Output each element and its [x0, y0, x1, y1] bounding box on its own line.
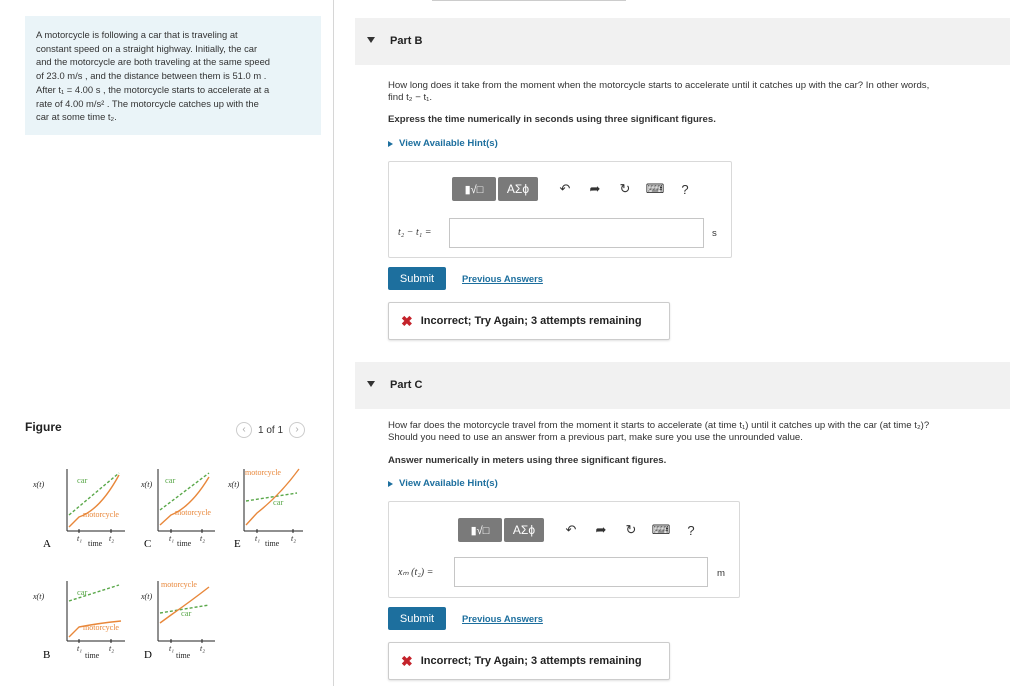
- graph-d: [140, 580, 215, 661]
- problem-line: of 23.0 m/s , and the distance between them is 51.0 m .: [36, 70, 267, 82]
- graph-d-x-label: time: [176, 651, 191, 660]
- graph-e-x-label: time: [265, 539, 280, 548]
- graph-b-motorcycle-label: motorcycle: [83, 623, 119, 632]
- part-b-header[interactable]: [355, 18, 1010, 65]
- graph-d-letter: D: [144, 649, 152, 661]
- graph-b-letter: B: [43, 649, 51, 661]
- pager-label: 1 of 1: [258, 424, 284, 436]
- problem-line: rate of 4.00 m/s² . The motorcycle catches up with the: [36, 97, 259, 109]
- graph-e-y-label: x(t): [228, 480, 240, 489]
- graph-b-t1: t₁: [77, 644, 83, 653]
- keyboard-icon[interactable]: ⌨: [645, 181, 665, 196]
- graph-a-x-label: time: [88, 539, 103, 548]
- next-figure-button[interactable]: ›: [289, 422, 305, 438]
- part-b-hint-link[interactable]: [388, 138, 498, 149]
- part-c-instructions: Answer numerically in meters using three significant figures.: [388, 455, 667, 466]
- part-c-answer-input[interactable]: [454, 557, 708, 587]
- part-c-feedback: [388, 642, 670, 680]
- graph-b-car-label: car: [77, 587, 88, 597]
- collapse-triangle-icon: [367, 381, 375, 387]
- graph-b-x-label: time: [85, 651, 100, 660]
- part-c-question-line1: How far does the motorcycle travel from the moment it starts to accelerate (at time t₁) until it catches up with the car (at time t₂)?: [388, 420, 930, 431]
- part-c-question-line2: Should you need to use an answer from a previous part, make sure you use the unrounded value.: [388, 432, 803, 444]
- part-c-unit: m: [717, 568, 725, 579]
- incorrect-x-icon: ✖: [401, 652, 413, 669]
- templates-button[interactable]: ▮√□: [452, 177, 496, 201]
- graph-a-t2: t₂: [109, 534, 115, 543]
- graph-c: [140, 469, 215, 550]
- top-rule: [432, 0, 626, 1]
- graph-d-motorcycle-label: motorcycle: [161, 580, 197, 589]
- problem-line: car at some time t₂.: [36, 111, 117, 123]
- part-c-hint-link[interactable]: [388, 478, 498, 489]
- part-c-answer-label: xₘ (t₂) =: [398, 567, 434, 578]
- part-b-question-line1: How long does it take from the moment when the motorcycle starts to accelerate until it catches up with the car? In other words,: [388, 80, 930, 91]
- graph-b-t2: t₂: [109, 644, 115, 653]
- graph-e: [227, 468, 303, 550]
- part-c-title: Part C: [390, 379, 423, 391]
- help-icon[interactable]: ?: [681, 181, 689, 197]
- hint-triangle-icon: [388, 141, 393, 147]
- graph-a-car-label: car: [77, 475, 88, 485]
- graph-c-letter: C: [144, 538, 152, 550]
- graph-b: [32, 581, 125, 661]
- part-b-question: [388, 80, 1013, 105]
- undo-icon[interactable]: ↶: [559, 181, 571, 196]
- graph-c-t2: t₂: [200, 534, 206, 543]
- part-c-submit-button[interactable]: Submit: [388, 607, 446, 630]
- part-c-math-toolbar: [458, 518, 706, 542]
- problem-line: and the motorcycle are both traveling at the same speed: [36, 56, 270, 68]
- part-c-question: [388, 420, 1013, 445]
- graph-d-t1: t₁: [169, 644, 175, 653]
- graph-b-y-label: x(t): [33, 592, 45, 601]
- graph-d-car-label: car: [181, 608, 192, 618]
- part-c-feedback-text: Incorrect; Try Again; 3 attempts remaining: [420, 655, 642, 667]
- graph-e-motorcycle-label: motorcycle: [245, 468, 281, 477]
- graph-c-x-label: time: [177, 539, 192, 548]
- graph-a-motorcycle-label: motorcycle: [83, 510, 119, 519]
- collapse-triangle-icon: [367, 37, 375, 43]
- part-c-previous-answers-link[interactable]: Previous Answers: [462, 613, 543, 624]
- graph-a: [32, 469, 125, 550]
- undo-icon[interactable]: ↶: [565, 522, 577, 537]
- part-b-math-toolbar: [452, 177, 700, 201]
- figure-title: Figure: [25, 420, 62, 434]
- hint-triangle-icon: [388, 481, 393, 487]
- part-b-title: Part B: [390, 35, 423, 47]
- column-divider: [333, 0, 334, 686]
- part-b-answer-input[interactable]: [449, 218, 704, 248]
- graph-d-y-label: x(t): [141, 592, 153, 601]
- part-b-unit: s: [712, 228, 717, 239]
- part-b-previous-answers-link[interactable]: Previous Answers: [462, 273, 543, 284]
- reset-icon[interactable]: ↻: [619, 181, 631, 196]
- redo-icon[interactable]: ➦: [595, 522, 607, 537]
- reset-icon[interactable]: ↻: [625, 522, 637, 537]
- part-b-submit-button[interactable]: Submit: [388, 267, 446, 290]
- figure-graphs: [25, 455, 325, 670]
- templates-button[interactable]: ▮√□: [458, 518, 502, 542]
- symbols-button[interactable]: AΣϕ: [498, 177, 538, 201]
- graph-e-car-label: car: [273, 497, 284, 507]
- help-icon[interactable]: ?: [687, 522, 695, 538]
- incorrect-x-icon: ✖: [401, 312, 413, 329]
- graph-e-t1: t₁: [255, 534, 261, 543]
- problem-statement: [25, 16, 321, 135]
- problem-line: A motorcycle is following a car that is traveling at: [36, 29, 238, 40]
- part-b-instructions: Express the time numerically in seconds using three significant figures.: [388, 114, 716, 125]
- figure-pager: [236, 422, 305, 438]
- graph-c-y-label: x(t): [141, 480, 153, 489]
- problem-line: After t₁ = 4.00 s , the motorcycle starts to accelerate at a: [36, 83, 270, 95]
- part-b-answer-label: t₂ − t₁ =: [398, 227, 432, 238]
- redo-icon[interactable]: ➦: [589, 181, 601, 196]
- keyboard-icon[interactable]: ⌨: [651, 522, 671, 537]
- graph-c-car-label: car: [165, 475, 176, 485]
- part-c-hint-label: View Available Hint(s): [399, 478, 498, 489]
- part-b-feedback: [388, 302, 670, 340]
- graph-c-t1: t₁: [169, 534, 175, 543]
- graph-c-motorcycle-label: motorcycle: [175, 508, 211, 517]
- part-b-feedback-text: Incorrect; Try Again; 3 attempts remaining: [420, 315, 642, 327]
- symbols-button[interactable]: AΣϕ: [504, 518, 544, 542]
- graph-e-letter: E: [234, 538, 241, 550]
- problem-line: constant speed on a straight highway. Initially, the car: [36, 42, 258, 54]
- graph-a-letter: A: [43, 538, 51, 550]
- part-b-question-line2: find t₂ − t₁.: [388, 92, 433, 104]
- prev-figure-button[interactable]: ‹: [236, 422, 252, 438]
- graph-a-t1: t₁: [77, 534, 83, 543]
- graph-d-t2: t₂: [200, 644, 206, 653]
- graph-e-t2: t₂: [291, 534, 297, 543]
- part-b-hint-label: View Available Hint(s): [399, 138, 498, 149]
- part-c-header[interactable]: [355, 362, 1010, 409]
- graph-a-y-label: x(t): [33, 480, 45, 489]
